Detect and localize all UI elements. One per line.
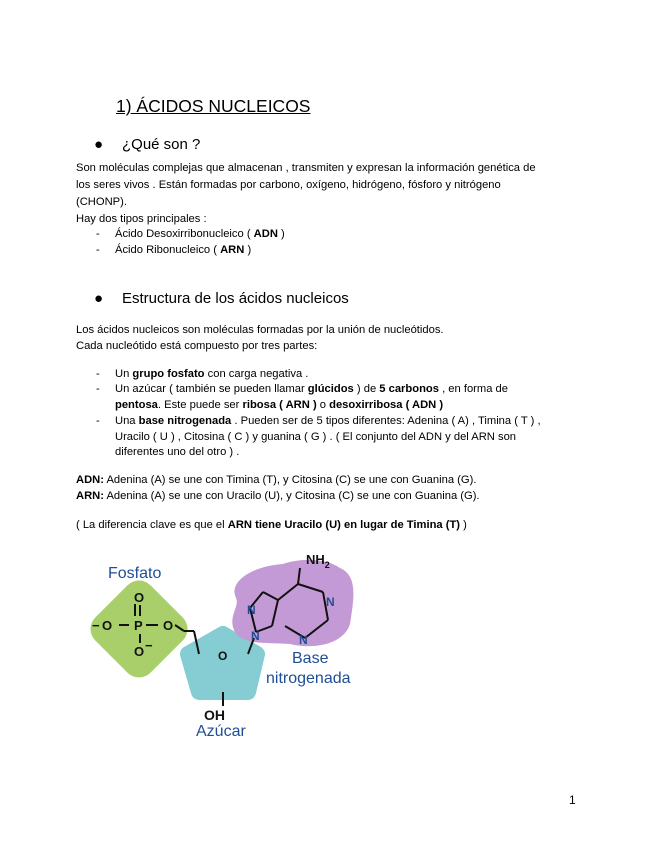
base-label-line2: nitrogenada: [266, 670, 351, 687]
heading-text: ¿Qué son ?: [122, 136, 201, 153]
diff-text-after: ): [460, 519, 467, 531]
fosfato-label: Fosfato: [108, 565, 162, 582]
list-item-azucar: [96, 381, 508, 397]
base-n3: N: [326, 595, 335, 609]
diff-bold: ARN tiene Uracilo (U) en lugar de Timina (T): [227, 519, 461, 531]
definition-line-3: (CHONP).: [76, 196, 127, 208]
list-bold: ribosa ( ARN ): [242, 399, 317, 411]
phosphate-minus-bottom: −: [145, 638, 153, 653]
base-n1: N: [247, 603, 256, 617]
list-bold: ADN: [253, 228, 278, 240]
list-item-base: [96, 413, 541, 429]
page-title: 1) ÁCIDOS NUCLEICOS: [116, 96, 311, 116]
list-dash: -: [96, 228, 100, 240]
list-text: Ácido Desoxirribonucleico (: [115, 228, 254, 240]
list-item-adn: [96, 226, 285, 242]
list-dash: -: [96, 415, 100, 427]
structure-intro-2: Cada nucleótido está compuesto por tres partes:: [76, 340, 318, 352]
diff-text: ( La diferencia clave es que el: [76, 519, 228, 531]
section-heading-estructura: [94, 290, 349, 307]
phosphate-o-top: O: [134, 590, 145, 605]
list-item-fosfato: [96, 366, 309, 382]
list-bold: 5 carbonos: [379, 383, 439, 395]
list-dash: -: [96, 368, 100, 380]
list-dash: -: [96, 244, 100, 256]
list-text: Un: [115, 368, 133, 380]
structure-intro-1: Los ácidos nucleicos son moléculas formadas por la unión de nucleótidos.: [76, 324, 444, 336]
list-text-after: ): [277, 228, 285, 240]
bullet-dot: ●: [94, 290, 104, 307]
arn-pairing: [76, 488, 480, 505]
key-difference: [76, 517, 467, 534]
list-text-after: con carga negativa .: [204, 368, 309, 380]
phosphate-minus-left: −: [92, 618, 100, 633]
types-intro: Hay dos tipos principales :: [76, 213, 207, 225]
nh2-subscript: 2: [324, 560, 330, 570]
list-text: . Este puede ser: [157, 399, 243, 411]
list-text-after: ): [244, 244, 252, 256]
list-bold: pentosa: [115, 399, 158, 411]
list-item-arn: [96, 242, 252, 258]
list-item-base-line2: Uracilo ( U ) , Citosina ( C ) y guanina ( G ) . ( El conjunto del ADN y del ARN son: [115, 431, 517, 443]
bullet-dot: ●: [94, 136, 104, 153]
list-bold: base nitrogenada: [138, 415, 232, 427]
sugar-ring-o: O: [218, 649, 228, 663]
phosphate-p: P: [134, 618, 143, 633]
base-n4: N: [299, 633, 308, 647]
list-bold: glúcidos: [307, 383, 354, 395]
list-item-base-line3: diferentes uno del otro ) .: [115, 446, 240, 458]
phosphate-o-bottom: O: [134, 644, 145, 659]
list-text: Ácido Ribonucleico (: [115, 244, 221, 256]
arn-label: ARN:: [76, 490, 104, 502]
phosphate-o-right: O: [163, 618, 174, 633]
section-heading-que-son: [94, 136, 200, 153]
adn-label: ADN:: [76, 474, 104, 486]
arn-text: Adenina (A) se une con Uracilo (U), y Citosina (C) se une con Guanina (G).: [103, 490, 480, 502]
oh-label: OH: [204, 707, 225, 723]
list-text: . Pueden ser de 5 tipos diferentes: Adenina ( A) , Timina ( T ) ,: [231, 415, 541, 427]
adn-text: Adenina (A) se une con Timina (T), y Citosina (C) se une con Guanina (G).: [103, 474, 477, 486]
page-number: 1: [569, 793, 576, 807]
definition-line-2: los seres vivos . Están formadas por carbono, oxígeno, hidrógeno, fósforo y nitrógeno: [76, 179, 501, 191]
nh2-text: NH: [306, 552, 325, 567]
list-dash: -: [96, 383, 100, 395]
base-label-line1: Base: [292, 650, 329, 667]
list-text: , en forma de: [438, 383, 508, 395]
base-n2: N: [251, 629, 260, 643]
nucleotide-diagram: [78, 546, 378, 742]
sugar-shape: [188, 634, 257, 692]
adn-pairing: [76, 472, 476, 489]
list-text: Una: [115, 415, 139, 427]
list-item-azucar-line2: [115, 397, 443, 413]
phosphate-o-left: O: [102, 618, 113, 633]
definition-line-1: Son moléculas complejas que almacenan , transmiten y expresan la información genética de: [76, 162, 536, 174]
list-bold: desoxirribosa ( ADN ): [329, 399, 444, 411]
list-text: o: [316, 399, 330, 411]
list-text: ) de: [353, 383, 380, 395]
list-bold: grupo fosfato: [132, 368, 205, 380]
list-bold: ARN: [220, 244, 245, 256]
heading-text: Estructura de los ácidos nucleicos: [122, 290, 349, 307]
azucar-label: Azúcar: [196, 723, 246, 740]
list-text: Un azúcar ( también se pueden llamar: [115, 383, 308, 395]
